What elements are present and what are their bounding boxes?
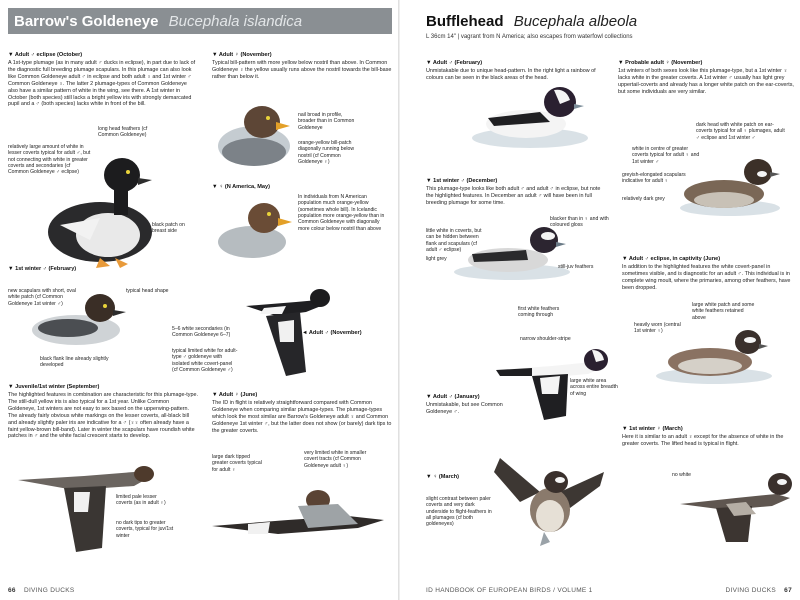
annotation: black patch on breast side (152, 222, 185, 235)
section-header: ▼ 1st winter ♂ (December) (426, 178, 498, 184)
section-header: ▼ Adult ♂ eclipse, in captivity (June) (622, 256, 721, 262)
annotation: first white feathers coming through (518, 306, 560, 319)
section-text: Here it is similar to an adult ♀ except for the absence of white in the greater coverts. The lifted head is typical in flight. (622, 434, 784, 447)
annotation: black flank line already slightly developed (40, 356, 109, 369)
section-header: ▼ Juvenile/1st winter (September) (8, 384, 100, 390)
section-text: In addition to the highlighted features the white covert-panel in sometimes visible, and is diagnostic for an adult ♂. This individual is in complete wing moult, where the primaries, among other feathers, have been dropped. (622, 264, 791, 291)
annotation: dark head with white patch on ear-coverts typical for all ♀ plumages, adult ♂ eclipse and 1st winter ♂ (696, 122, 785, 141)
annotation: In individuals from N American population much orange-yellow (sometimes whole bill). In Icelandic population more orange-yellow than in Common Goldeneye with diagonally more colour below nostril than above (298, 194, 385, 232)
annotation: no dark tips to greater coverts, typical for juv/1st winter (116, 520, 174, 539)
section-text: The ID in flight is relatively straightforward compared with Common Goldeneye when comparing similar plumage-types. The plumage-types which look the most similar are Barrow's Goldeneye adult ♀ and Common Goldeneye 1st winter ♂, but the latter does not show (or barely) dark tips to the greater coverts. (212, 400, 392, 434)
annotation: relatively dark grey (622, 196, 665, 202)
chapter-label: DIVING DUCKS (23, 587, 75, 594)
annotation: relatively large amount of white in lesser coverts typical for adult ♂, but not connecting with white in greater coverts and secondaries (cf Common Goldeneye ♂ eclipse) (8, 144, 91, 176)
annotation: orange-yellow bill-patch diagonally running below nostril (cf Common Goldeneye ♀) (298, 140, 355, 166)
species-name: Bufflehead (426, 13, 504, 30)
species-title (14, 13, 302, 30)
species-scientific-name: Bucephala islandica (168, 13, 303, 30)
annotation: typical head shape (126, 288, 169, 294)
section-text: 1st winters of both sexes look like this plumage-type, but a 1st winter ♀ lacks white in the greater coverts. A 1st winter ♂ usually has light grey uppertail-coverts and already has a longer white patch on the ear-coverts, but some individuals are very similar. (618, 68, 794, 95)
section-text: This plumage-type looks like both adult ♂ and adult ♂ in eclipse, but note the highlighted features. In December an adult ♂ will have been in full breeding plumage for some time. (426, 186, 601, 206)
species-title-bar (408, 8, 792, 34)
annotation: large white area across entire breadth of wing (570, 378, 618, 397)
section-header: ▼ ♀ (March) (426, 474, 460, 480)
section-text: Unmistakable due to unique head-pattern. In the right light a rainbow of colours can be seen in the black areas of the head. (426, 68, 596, 81)
bufflehead-female-illustration (680, 150, 790, 220)
page-footer (8, 587, 75, 594)
species-title-bar (8, 8, 392, 34)
goldeneye-female-na-illustration (214, 198, 294, 262)
annotation: large white patch and some white feathers retained above (692, 302, 755, 321)
annotation: blacker than in ♀ and with coloured gloss (550, 216, 609, 229)
section-header: ▼ Adult ♂ (January) (426, 394, 480, 400)
species-name: Barrow's Goldeneye (14, 13, 159, 30)
section-header: ▼ Adult ♀ (June) (212, 392, 258, 398)
annotation: 5–6 white secondaries (in Common Goldeneye 6–7) (172, 326, 231, 339)
species-meta: L 36cm 14" | vagrant from N America; also escapes from waterfowl collections (426, 34, 633, 40)
annotation: slight contrast between paler coverts and very dark underside to flight-feathers in all plumages (cf both goldeneyes) (426, 496, 492, 528)
annotation: typical limited white for adult-type ♂ goldeneye with isolated white covert-panel (cf Common Goldeneye ♂) (172, 348, 238, 374)
page-number: 66 (8, 587, 16, 594)
chapter-label: DIVING DUCKS (725, 587, 777, 594)
section-text: Typical bill-pattern with more yellow below nostril than above. In Common Goldeneye ♀ the yellow usually runs above the nostril towards the bill-base rather than below it. (212, 60, 392, 80)
section-header: ▼ Probable adult ♀ (November) (618, 60, 703, 66)
goldeneye-juv-flight-illustration (14, 458, 164, 558)
annotation: no white (672, 472, 691, 478)
species-title (426, 13, 637, 30)
annotation: very limited white in smaller covert tracts (cf Common Goldeneye adult ♀) (304, 450, 367, 469)
bufflehead-eclipse-illustration (654, 316, 774, 386)
book-title-footer: ID HANDBOOK OF EUROPEAN BIRDS / VOLUME 1 (426, 587, 593, 594)
section-header: ▼ Adult ♂ eclipse (October) (8, 52, 83, 58)
section-header: ▼ Adult ♀ (November) (212, 52, 272, 58)
bufflehead-male-illustration (470, 82, 590, 152)
bufflehead-1stwinter-flight-illustration (676, 464, 796, 544)
annotation: little white in coverts, but can be hidden between flank and scapulars (cf adult ♂ eclipse) (426, 228, 482, 254)
annotation: white in centre of greater coverts typical for adult ♀ and 1st winter ♂ (632, 146, 700, 165)
section-header: ▼ 1st winter ♂ (February) (8, 266, 77, 272)
section-text: A 1st-type plumage (as in many adult ♂ ducks in eclipse), in part due to lack of the diagnostic full breeding plumage scapulars. In this plumage can also look like Common Goldeneye adult ♂ in eclipse and both adult ♀ and 1st winter ♂ Common Goldeneye ♀. The latter 2 plumage-types of Common Goldeneye also have a similar pattern of white in the wing, see there. A 1st winter in October (both species) still lacks a bright yellow iris with strongly demarcated pupil and a ♂ (both species) lacks white in front of the bill. (8, 60, 196, 108)
annotation: narrow shoulder-stripe (520, 336, 571, 342)
section-header: ▼ Adult ♂ (February) (426, 60, 483, 66)
section-header: ▼ ♀ (N America, May) (212, 184, 271, 190)
annotation: greyish-elongated scapulars indicative for adult ♀ (622, 172, 686, 185)
section-text: The highlighted features in combination are characteristic for this plumage-type. The still-dull yellow iris is also typical for a 1st year. Unlike Common Goldeneye, 1st winters are not easy to sex based on the upperwing-pattern. The already fairly obvious white markings on the lesser coverts, all-black bill and already slightly paler iris are indicative for a ♂ (♀♀ often already have a faint yellow-brown bill-band). Later in winter the scapulars have roundish white patches in ♂ and the white facial crescent starts to develop. (8, 392, 198, 440)
page-number: 67 (784, 587, 792, 594)
bufflehead-female-flight-illustration (490, 452, 610, 552)
section-text: Unmistakable, but see Common Goldeneye ♂. (426, 402, 503, 415)
section-header: ◄ Adult ♂ (November) (302, 330, 362, 336)
annotation: light grey (426, 256, 447, 262)
annotation: nail broad in profile, broader than in Common Goldeneye (298, 112, 355, 131)
annotation: new scapulars with short, oval white patch (cf Common Goldeneye 1st winter ♂) (8, 288, 76, 307)
right-page (400, 0, 800, 600)
annotation: heavily worn (central 1st winter ♀) (634, 322, 681, 335)
goldeneye-female-illustration (214, 100, 294, 170)
page-footer (725, 587, 792, 594)
goldeneye-female-flight-illustration (208, 476, 388, 556)
annotation: long head feathers (cf Common Goldeneye) (98, 126, 148, 139)
annotation: still-juv feathers (558, 264, 594, 270)
annotation: large dark tipped greater coverts typical for adult ♀ (212, 454, 262, 473)
annotation: limited pale lesser coverts (as in adult ♀) (116, 494, 166, 507)
section-header: ▼ 1st winter ♀ (March) (622, 426, 683, 432)
species-scientific-name: Bucephala albeola (513, 13, 638, 30)
